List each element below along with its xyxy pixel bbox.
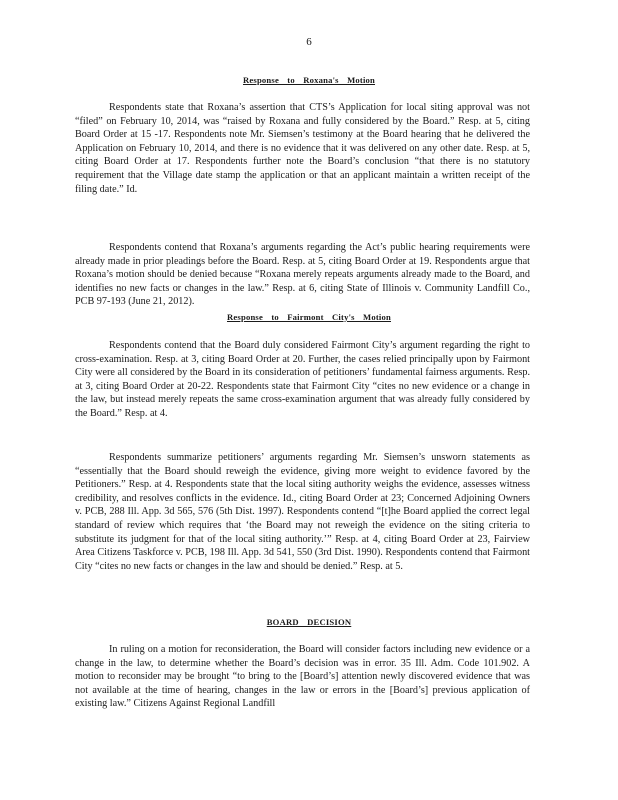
section-heading-fairmont: Response to Fairmont City's Motion (227, 312, 391, 322)
paragraph-text: Respondents contend that the Board duly considered Fairmont City’s argument regarding the right to cross-examination. Resp. at 3, citing Board Order at 20. Further, the cases relied principally upon by Fairmont City were all considered by the Board in its consideration of petitioners’ fundamental fairness arguments. Resp. at 3, citing Board Order at 20-22. Respondents state that Fairmont City “cites no new evidence or a change in the law, but instead merely repeats the same cross-examination argument that was already fully considered by the Board.” Resp. at 4. (75, 340, 530, 419)
paragraph-text: Respondents contend that Roxana’s arguments regarding the Act’s public hearing requirements were already made in prior pleadings before the Board. Resp. at 5, citing Board Order at 19. Respondents argue that Roxana’s motion should be denied because “Roxana merely repeats arguments already made to the Board, and identifies no new facts or changes in the law.” Resp. at 6, citing State of Illinois v. Community Landfill Co., PCB 97-193 (June 21, 2012). (75, 242, 530, 308)
section-heading-board-decision: BOARD DECISION (266, 617, 352, 627)
paragraph (75, 339, 530, 421)
paragraph-text: Respondents summarize petitioners’ arguments regarding Mr. Siemsen’s unsworn statements as “essentially that the Board should reweigh the evidence, giving more weight to evidence favored by the Petitioners.” Resp. at 4. Respondents state that the local siting authority weighs the evidence, assesses witness credibility, and resolves conflicts in the evidence. Id., citing Board Order at 23; Concerned Adjoining Owners v. PCB, 288 Ill. App. 3d 565, 576 (5th Dist. 1997). Respondents contend “[t]he Board applied the correct legal standard of review which requires that ‘the Board may not reweigh the evidence on the siting criteria to substitute its judgment for that of the local siting authority.’” Resp. at 4, citing Board Order at 23, Fairview Area Citizens Taskforce v. PCB, 198 Ill. App. 3d 541, 550 (3rd Dist. 1990). Respondents contend that Fairmont City “cites no new facts or changes in the law and should be denied.” Resp. at 5. (75, 452, 530, 572)
page-number: 6 (306, 36, 312, 48)
paragraph (75, 451, 530, 573)
paragraph (75, 643, 530, 711)
section-heading-roxana: Response to Roxana's Motion (242, 75, 376, 85)
paragraph-text: In ruling on a motion for reconsideration, the Board will consider factors including new evidence or a change in the law, to determine whether the Board’s decision was in error. 35 Ill. Adm. Code 101.902. A motion to reconsider may be brought “to bring to the [Board’s] attention newly discovered evidence that was not available at the time of hearing, changes in the law or errors in the [Board’s] previous application of existing law.” Citizens Against Regional Landfill (75, 644, 530, 710)
paragraph (75, 101, 530, 196)
paragraph-text: Respondents state that Roxana’s assertion that CTS’s Application for local siting approval was not “filed” on February 10, 2014, was “raised by Roxana and fully considered by the Board.” Resp. at 5, citing Board Order at 15 -17. Respondents note Mr. Siemsen’s testimony at the Board hearing that he delivered the Application on February 10, 2014, and there is no evidence that it was delivered on any other date. Resp. at 5, citing Board Order at 17. Respondents further note the Board’s conclusion “that there is no statutory requirement that the Village date stamp the application or that an applicant maintain a written receipt of the filing date.” Id. (75, 102, 530, 195)
paragraph (75, 241, 530, 309)
